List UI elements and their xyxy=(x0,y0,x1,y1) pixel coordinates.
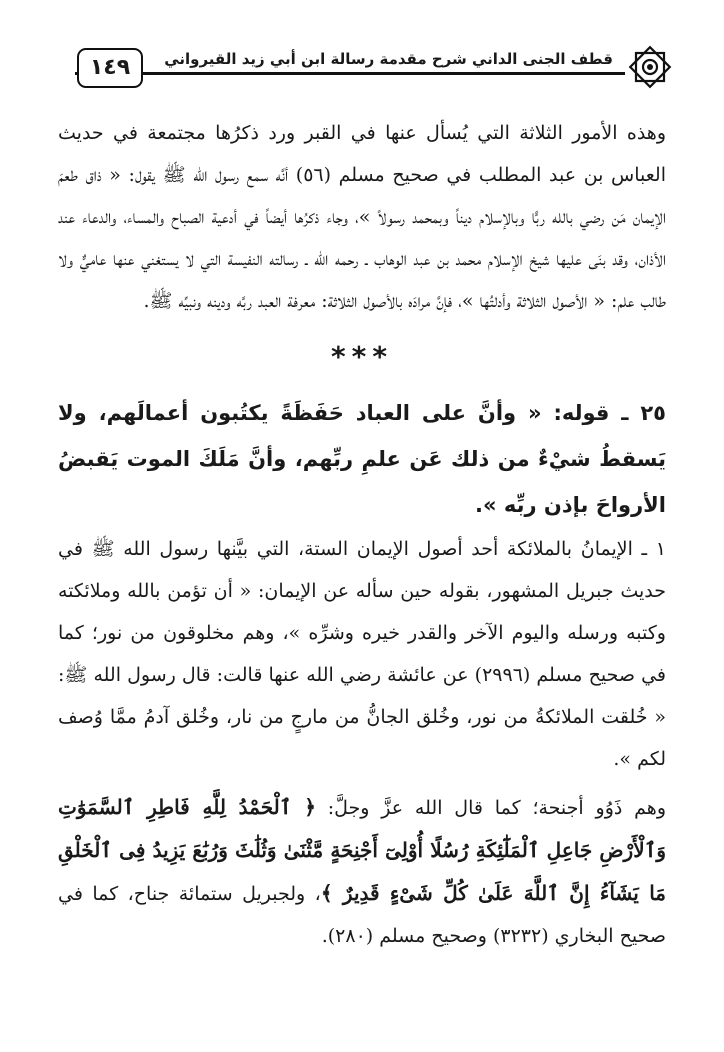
page-header xyxy=(75,42,675,100)
quran-verse: ﴿ ٱلْحَمْدُ لِلَّهِ فَاطِرِ ٱلسَّمَوَٰتِ وَٱلْأَرْضِ جَاعِلِ ٱلْمَلَٰٓئِكَةِ رُسُلًا أُوْلِىٓ أَجْنِحَةٍ مَّثْنَىٰ وَثُلَٰثَ وَرُبَٰعَ يَزِيدُ فِى ٱلْخَلْقِ مَا يَشَآءُ إِنَّ ٱللَّهَ عَلَىٰ كُلِّ شَىْءٍ قَدِيرٌ ﴾ xyxy=(58,795,667,905)
paragraph-wings xyxy=(58,786,666,957)
section-separator: *** xyxy=(331,340,393,373)
section-heading: ٢٥ ـ قوله: « وأنَّ على العباد حَفَظَةً يكتُبون أعمالَهم، ولا يَسقطُ شيْءٌ من ذلك عَن علمِ ربِّهم، وأنَّ مَلَكَ الموت يَقبضُ الأرواحَ بإذن ربِّه ». xyxy=(58,401,666,517)
page-number: ١٤٩ xyxy=(77,48,143,88)
wings-citation: ، ولجبريل ستمائة جناح، كما في صحيح البخاري (٣٢٣٢) وصحيح مسلم (٢٨٠). xyxy=(58,883,666,947)
book-title: قطف الجنى الداني شرح مقدمة رسالة ابن أبي زيد القيرواني xyxy=(164,50,613,68)
header-rule xyxy=(75,72,625,75)
paragraph-intro: وهذه الأمور الثلاثة التي يُسأل عنها في القبر ورد ذكرُها مجتمعة في حديث العباس بن عبد المطلب في صحيح مسلم (٥٦) أنَّه سمع رسول الله ﷺ يقول: « ذاق طعمَ الإيمان مَن رضي بالله ربًّا وبالإسلام ديناً وبمحمد رسولاً »، وجاء ذكرُها أيضاً في أدعية الصباح والمساء، والدعاء عند الأذان، وقد بنَى عليها شيخ الإسلام محمد بن عبد الوهاب ـ رحمه الله ـ رسالته النفيسة التي لا يستغني عنها عاميٌّ ولا طالب علم: « الأصول الثلاثة وأدلتُها »، فإنَّ مرادَه بالأصول الثلاثة: معرفة العبد ربَّه ودينه ونبيِّه ﷺ. xyxy=(58,122,666,312)
paragraph-angels: ١ ـ الإيمانُ بالملائكة أحد أصول الإيمان الستة، التي بيَّنها رسول الله ﷺ في حديث جبريل المشهور، بقوله حين سأله عن الإيمان: « أن تؤمن بالله وملائكته وكتبه ورسله واليوم الآخر والقدر خيره وشرِّه »، وهم مخلوقون من نور؛ كما في صحيح مسلم (٢٩٩٦) عن عائشة رضي الله عنها قالت: قال رسول الله ﷺ: « خُلقت الملائكةُ من نور، وخُلق الجانُّ من مارجٍ من نار، وخُلق آدمُ ممَّا وُصف لكم ». xyxy=(58,538,666,770)
page-body xyxy=(58,112,666,957)
ornament-icon xyxy=(625,42,675,92)
wings-intro: وهم ذَوُو أجنحة؛ كما قال الله عزَّ وجلَّ: xyxy=(315,797,666,819)
